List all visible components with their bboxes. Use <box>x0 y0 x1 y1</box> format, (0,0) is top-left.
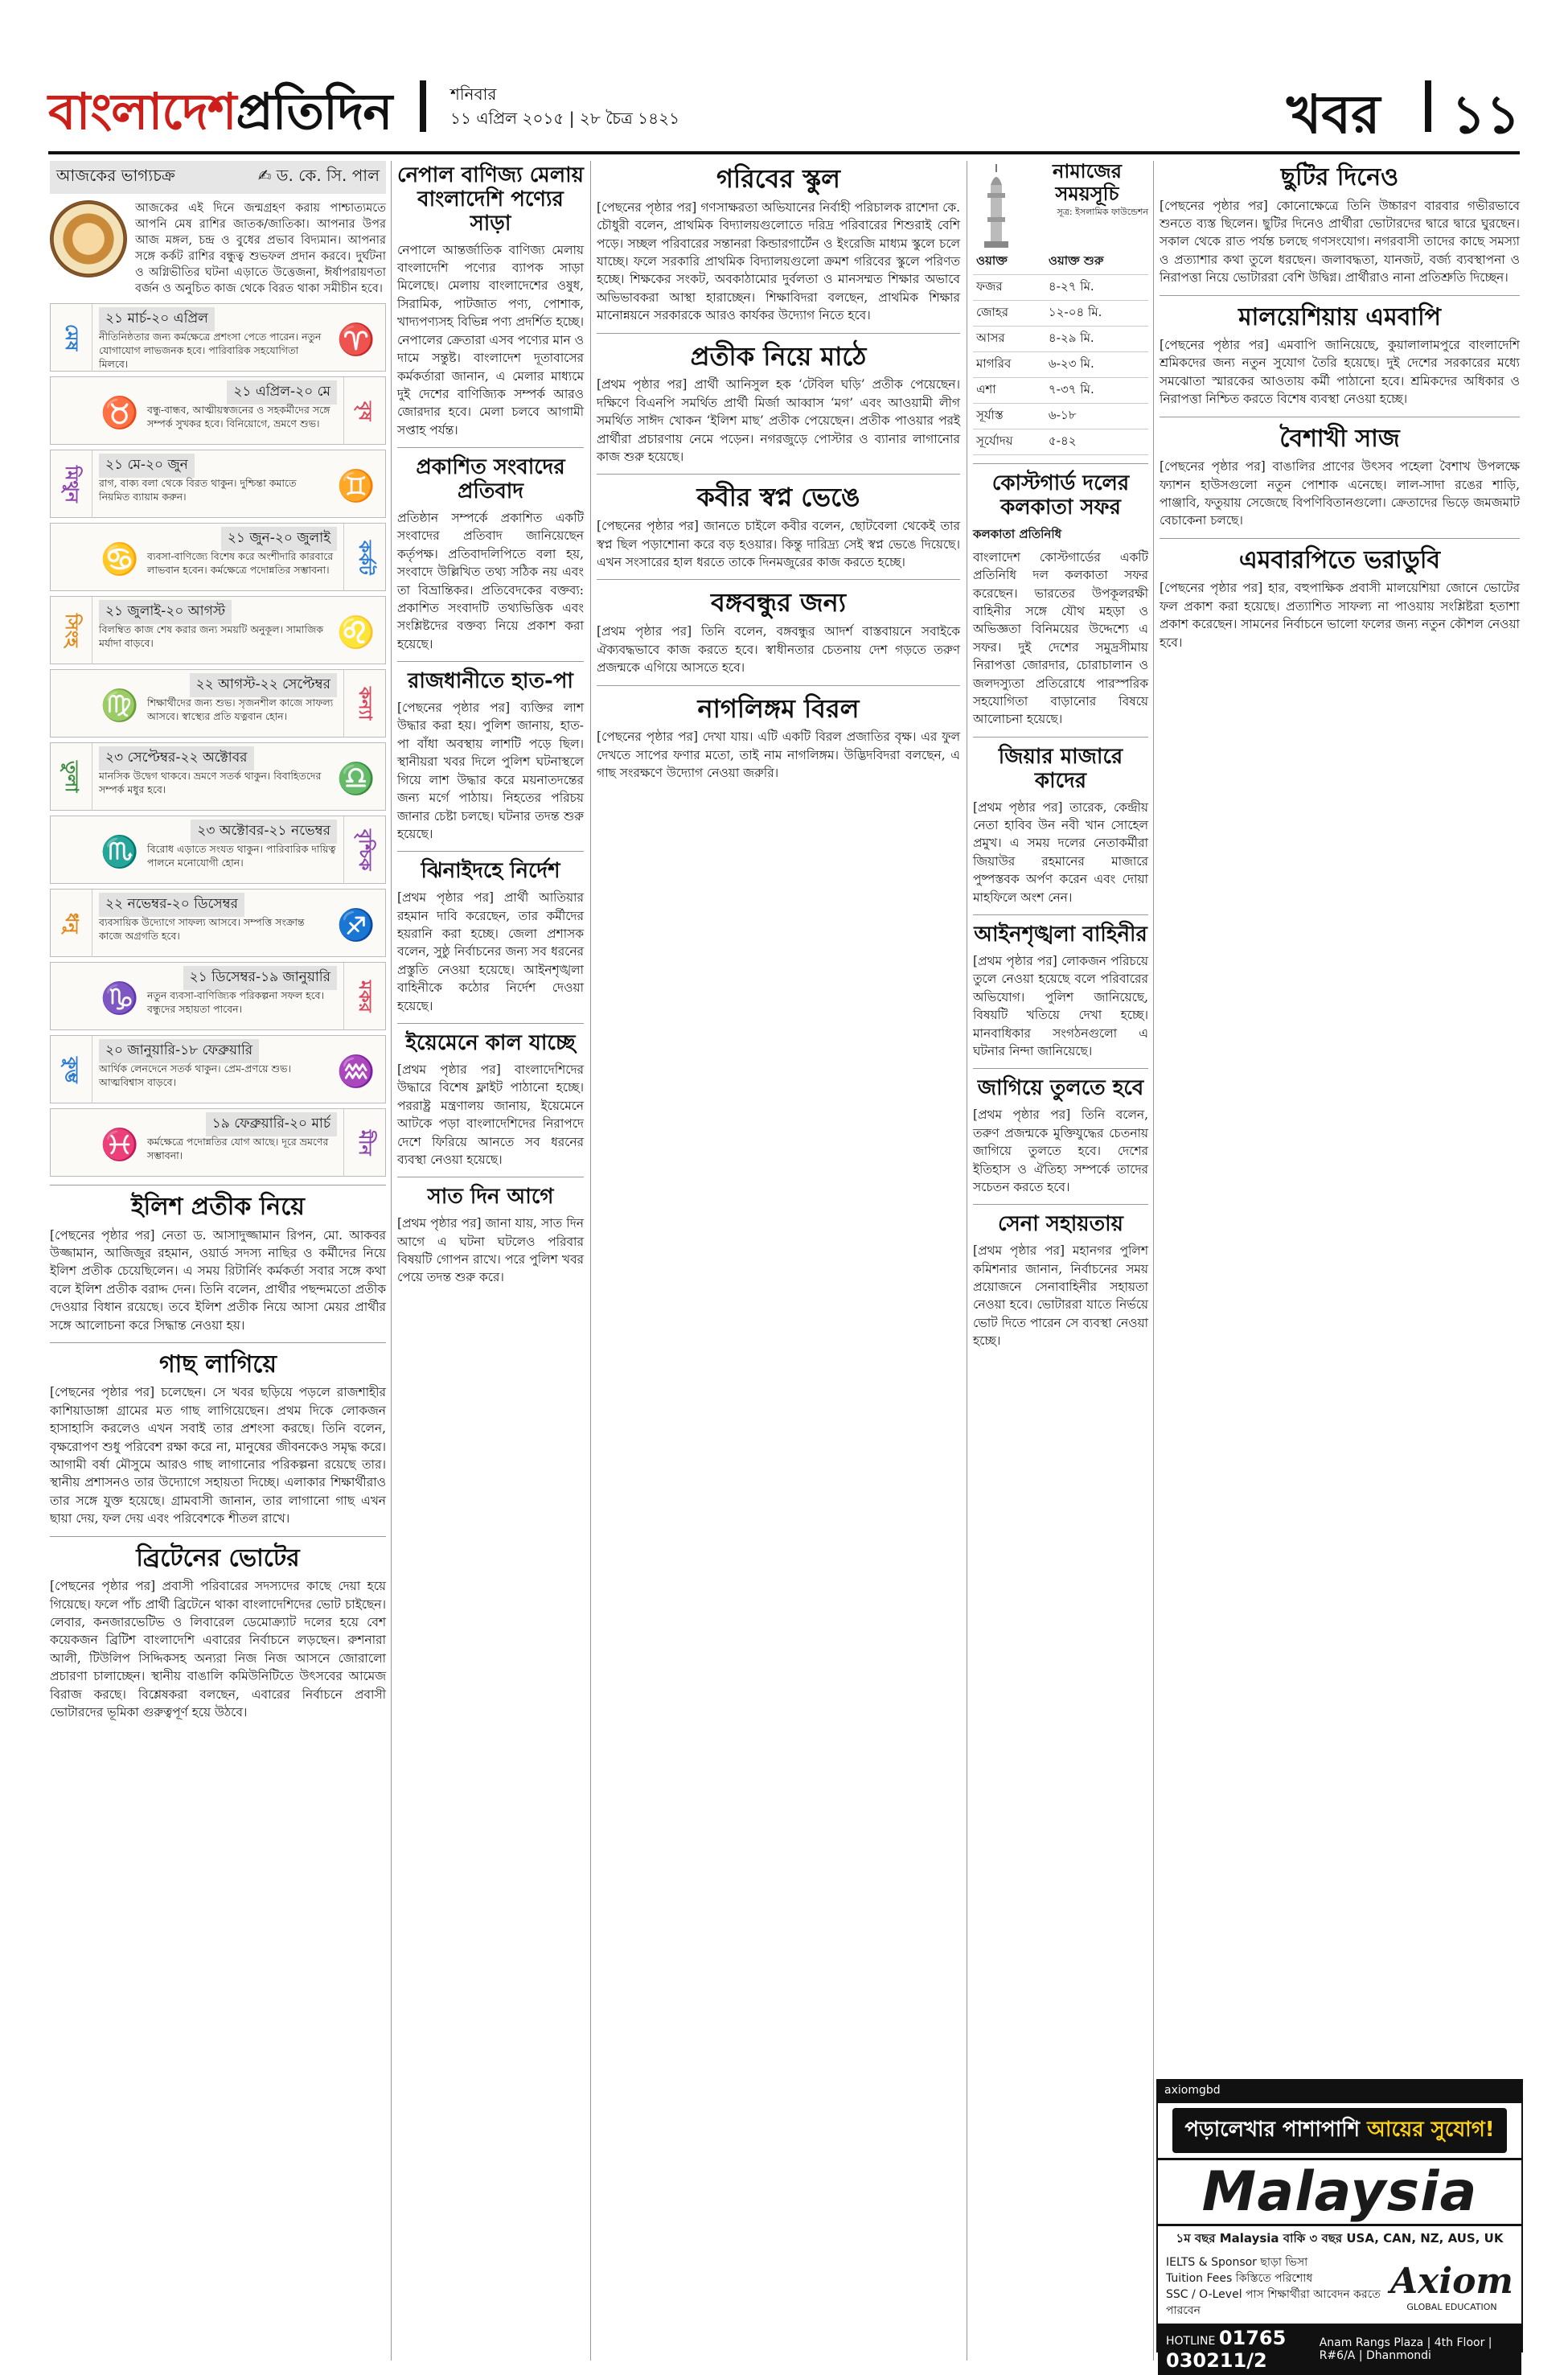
horoscope-intro <box>50 200 386 297</box>
ad-feature: SSC / O-Level পাস শিক্ষার্থীরা আবেদন করতে পারবেন <box>1166 2288 1381 2317</box>
article-body: [পেছনের পৃষ্ঠার পর] হার, বহুপাক্ষিক প্রবাসী মালয়েশিয়া জোনে ভোটের ফল প্রকাশ করা হয়েছে। প্রত্যাশিত সাফল্য না পাওয়ায় সংশ্লিষ্টরা হতাশা প্রকাশ করেছেন। সামনের নির্বাচনে ভালো ফলের জন্য নতুন কৌশল নেওয়া হবে। <box>1160 581 1520 650</box>
zodiac-forecast: ব্যবসায়িক উদ্যোগে সাফল্য আসবে। সম্পত্তি সংক্রান্ত কাজে অগ্রগতি হবে। <box>99 916 305 942</box>
zodiac-forecast: বিলম্বিত কাজ শেষ করার জন্য সময়টি অনুকূল। সামাজিক মর্যাদা বাড়বে। <box>99 623 324 649</box>
zodiac-forecast: মানসিক উদ্বেগ থাকবে। ভ্রমণে সতর্ক থাকুন। বিবাহিতদের সম্পর্ক মধুর হবে। <box>99 770 322 795</box>
masthead <box>48 74 1520 154</box>
column-separator <box>391 161 392 2361</box>
article-body: প্রতিষ্ঠান সম্পর্কে প্রকাশিত একটি সংবাদের প্রতিবাদ জানিয়েছেন কর্তৃপক্ষ। প্রতিবাদলিপিতে বলা হয়, সংবাদে উল্লিখিত তথ্য সঠিক নয় এবং তা বিভ্রান্তিকর। প্রতিবেদকের বক্তব্য: প্রকাশিত সংবাদটি তথ্যভিত্তিক এবং সংশ্লিষ্টদের বক্তব্য নিয়ে প্রকাশ করা হয়েছে। <box>397 510 584 651</box>
zodiac-symbol-icon: ♈ <box>337 321 376 357</box>
prayer-name: মাগরিব <box>973 352 1045 378</box>
section-title: খবর <box>1287 84 1381 146</box>
zodiac-sign-box <box>50 1035 386 1103</box>
malaysia-study-ad[interactable] <box>1156 2079 1523 2372</box>
article-headline: কোস্টগার্ড দলের কলকাতা সফর <box>991 471 1130 520</box>
zodiac-forecast: ব্যবসা-বাণিজ্যে বিশেষ করে অংশীদারি কারবারে লাভবান হবেন। কর্মক্ষেত্রে পদোন্নতির সম্ভাবনা। <box>147 550 334 576</box>
news-article <box>1160 295 1520 409</box>
zodiac-sign-name: কর্কট <box>343 524 385 591</box>
zodiac-date-range: ২৩ সেপ্টেম্বর-২২ অক্টোবর <box>99 746 254 770</box>
divider <box>597 579 960 580</box>
zodiac-symbol-icon: ♌ <box>337 614 376 650</box>
news-article <box>397 1023 584 1169</box>
column-2-stories <box>397 164 584 1287</box>
horoscope-header <box>50 161 386 194</box>
zodiac-symbol-icon: ♓ <box>101 1126 139 1162</box>
ad-feature: Tuition Fees কিস্তিতে পরিশোধ <box>1166 2272 1313 2285</box>
zodiac-sign-box <box>50 816 386 884</box>
prayer-time: ৪-২৭ মি. <box>1045 275 1148 301</box>
zodiac-symbol-icon: ♒ <box>337 1053 376 1089</box>
news-article <box>50 1342 386 1528</box>
prayer-name: সূর্যোদয় <box>973 429 1045 455</box>
article-headline: বৈশাখী সাজ <box>1279 424 1400 453</box>
ad-country: Malaysia <box>1158 2158 1521 2226</box>
article-headline: গরিবের স্কুল <box>716 163 841 194</box>
zodiac-date-range: ১৯ ফেব্রুয়ারি-২০ মার্চ <box>206 1112 337 1136</box>
ad-feature: IELTS & Sponsor ছাড়া ভিসা <box>1166 2256 1308 2269</box>
prayer-source: সূত্র: ইসলামিক ফাউন্ডেশন <box>1057 207 1148 218</box>
prayer-name: জোহর <box>973 301 1045 327</box>
zodiac-date-range: ২১ এপ্রিল-২০ মে <box>227 380 337 405</box>
divider <box>973 1068 1148 1069</box>
article-body: [পেছনের পৃষ্ঠার পর] দেখা যায়। এটি একটি বিরল প্রজাতির বৃক্ষ। এর ফুল দেখতে সাপের ফণার মতো, তাই নাম নাগলিঙ্গম। উদ্ভিদবিদরা বলছেন, এ গাছ সংরক্ষণে উদ্যোগ নেওয়া জরুরি। <box>597 729 960 781</box>
news-article <box>973 472 1148 729</box>
article-headline: জাগিয়ে তুলতে হবে <box>977 1076 1144 1101</box>
news-article <box>597 333 960 466</box>
horoscope-author: ✍ ড. কে. সি. পাল <box>257 166 380 185</box>
news-article <box>397 447 584 653</box>
zodiac-date-range: ২১ জুলাই-২০ আগস্ট <box>99 600 232 624</box>
prayer-row <box>973 404 1148 429</box>
divider <box>397 851 584 852</box>
divider <box>397 447 584 448</box>
article-body: [পেছনের পৃষ্ঠার পর] জানতে চাইলে কবীর বলেন, ছোটবেলা থেকেই তার স্বপ্ন ছিল পড়াশোনা করে বড় হওয়ার। কিন্তু দারিদ্র্য সেই স্বপ্ন ভেঙে দিয়েছে। এখন সংসারের হাল ধরতে তাকে দিনমজুরের কাজ করতে হচ্ছে। <box>597 519 960 570</box>
article-headline: ব্রিটেনের ভোটের <box>136 1543 300 1572</box>
news-article <box>973 1204 1148 1350</box>
divider <box>397 1023 584 1024</box>
zodiac-sign-name: সিংহ <box>51 597 92 664</box>
column-5 <box>1160 161 1520 2071</box>
article-headline: নেপাল বাণিজ্য মেলায় বাংলাদেশি পণ্যের সাড়া <box>397 163 584 236</box>
newspaper-logo <box>48 74 392 157</box>
article-body: [প্রথম পৃষ্ঠার পর] লোকজন পরিচয়ে তুলে নেওয়া হয়েছে বলে পরিবারের অভিযোগ। পুলিশ জানিয়েছে, বিষয়টি খতিয়ে দেখা হচ্ছে। মানবাধিকার সংগঠনগুলো এ ঘটনার নিন্দা জানিয়েছে। <box>973 953 1148 1058</box>
zodiac-symbol-icon: ♑ <box>101 980 139 1016</box>
article-headline: ছুটির দিনেও <box>1280 163 1399 191</box>
ad-facebook-tag: axiomgbd <box>1158 2081 1521 2103</box>
zodiac-date-range: ২১ জুন-২০ জুলাই <box>221 527 337 551</box>
zodiac-forecast: নীতিনিষ্ঠতার জন্য কর্মক্ষেত্রে প্রশংসা পেতে পারেন। নতুন যোগাযোগ লাভজনক হবে। পারিবারিক সহযোগিতা মিলবে। <box>99 331 322 370</box>
zodiac-sign-box <box>50 889 386 957</box>
zodiac-sign-name: মিথুন <box>51 450 92 518</box>
ad-headline: পড়ালেখার পাশাপাশি আয়ের সুযোগ! <box>1172 2108 1507 2153</box>
zodiac-forecast: রাগ, বাক্য বলা থেকে বিরত থাকুন। দুশ্চিন্তা কমাতে নিয়মিত ব্যায়াম করুন। <box>99 477 297 503</box>
news-article <box>50 1194 386 1334</box>
zodiac-forecast: আর্থিক লেনদেনে সতর্ক থাকুন। প্রেম-প্রণয়ে শুভ। আত্মবিশ্বাস বাড়বে। <box>99 1062 291 1088</box>
prayer-name: সূর্যাস্ত <box>973 404 1045 429</box>
prayer-header-row: ওয়াক্ত ওয়াক্ত শুরু <box>973 249 1148 275</box>
prayer-row <box>973 378 1148 404</box>
article-headline: কবীর স্বপ্ন ভেঙে <box>696 482 860 513</box>
dateline <box>450 82 679 130</box>
zodiac-wheel-icon <box>50 200 127 277</box>
logo-black: প্রতিদিন <box>236 82 392 141</box>
news-article <box>397 1177 584 1287</box>
prayer-name: আসর <box>973 327 1045 352</box>
column-separator <box>590 161 591 2361</box>
news-article <box>1160 538 1520 651</box>
zodiac-date-range: ২৩ অক্টোবর-২১ নভেম্বর <box>191 820 337 844</box>
zodiac-sign-name: বৃষ <box>343 377 385 445</box>
article-headline: নাগলিঙ্গম বিরল <box>697 692 860 724</box>
prayer-title: নামাজের সময়সূচি <box>1053 160 1122 205</box>
zodiac-date-range: ২১ ডিসেম্বর-১৯ জানুয়ারি <box>183 966 337 990</box>
divider <box>50 1342 386 1343</box>
zodiac-sign-name: কন্যা <box>343 670 385 738</box>
column-1-stories <box>50 1194 386 1721</box>
zodiac-forecast: শিক্ষার্থীদের জন্য শুভ। সৃজনশীল কাজে সাফল্য আসবে। স্বাস্থ্যের প্রতি যত্নবান হোন। <box>147 696 334 722</box>
column-1 <box>50 161 386 2361</box>
article-headline: প্রকাশিত সংবাদের প্রতিবাদ <box>416 455 565 504</box>
article-headline: সেনা সহায়তায় <box>998 1212 1123 1237</box>
prayer-row <box>973 352 1148 378</box>
zodiac-sign-list <box>50 303 386 1177</box>
prayer-time-table <box>973 249 1148 455</box>
news-article <box>597 164 960 325</box>
news-article <box>1160 164 1520 287</box>
logo-red: বাংলাদেশ <box>48 82 236 141</box>
article-headline: বঙ্গবন্ধুর জন্য <box>711 587 846 618</box>
zodiac-symbol-icon: ♊ <box>337 467 376 503</box>
axiom-logo: Axiom GLOBAL EDUCATION <box>1390 2261 1513 2312</box>
column-3 <box>597 161 960 2361</box>
article-body: [পেছনের পৃষ্ঠার পর] প্রবাসী পরিবারের সদস্যদের কাছে দেয়া হয়ে গিয়েছে। ফলে পাঁচ প্রার্থী ব্রিটেনে থাকা বাংলাদেশিদের ভোট চাইছেন। লেবার, কনজারভেটিভ ও লিবারেল ডেমোক্র্যাট দলের হয়ে বেশ কয়েকজন ব্রিটিশ বাংলাদেশি এবারের নির্বাচনে লড়ছেন। রুশনারা আলী, টিউলিপ সিদ্দিকসহ অন্যরা নিজ নিজ আসনে জোরালো প্রচারণা চালাচ্ছেন। স্থানীয় বাঙালি কমিউনিটিতে উৎসবের আমেজ বিরাজ করছে। বিশ্লেষকরা বলছেন, এবারের নির্বাচনে প্রবাসী ভোটারদের ভূমিকা গুরুত্বপূর্ণ হয়ে উঠবে। <box>50 1579 386 1720</box>
zodiac-forecast: নতুন ব্যবসা-বাণিজ্যিক পরিকল্পনা সফল হবে। বন্ধুদের সহায়তা পাবেন। <box>147 989 325 1015</box>
news-article <box>973 737 1148 906</box>
divider-bar <box>1425 80 1431 132</box>
zodiac-sign-box <box>50 1108 386 1177</box>
article-headline: রাজধানীতে হাত-পা <box>408 669 573 694</box>
zodiac-date-range: ২১ মার্চ-২০ এপ্রিল <box>99 307 215 331</box>
divider <box>973 914 1148 915</box>
zodiac-sign-box <box>50 669 386 738</box>
article-body: [পেছনের পৃষ্ঠার পর] নেতা ড. আসাদুজ্জামান রিপন, মো. আকবর উজ্জামান, আজিজুর রহমান, ওয়ার্ড সদস্য নাছির ও কর্মীদের নিয়ে ইলিশ প্রতীক চেয়েছিলেন। এ সময় রিটার্নিং কর্মকর্তা সবার সঙ্গে কথা বলে ইলিশ প্রতীক বরাদ্দ দেন। তিনি বলেন, প্রার্থীর পছন্দমতো প্রতীক দেওয়ার বিধান রয়েছে। তবে ইলিশ প্রতীক নিয়ে আসা মেয়র প্রার্থীর সঙ্গে আলোচনা করে সিদ্ধান্ত নেওয়া হয়। <box>50 1227 386 1333</box>
day: শনিবার <box>450 84 497 104</box>
article-body: [প্রথম পৃষ্ঠার পর] প্রার্থী আনিসুল হক ‘টেবিল ঘড়ি’ প্রতীক পেয়েছেন। দক্ষিণে বিএনপি সমর্থিত প্রার্থী মির্জা আব্বাস ‘মগ’ এবং আওয়ামী লীগ সমর্থিত সাঈদ খোকন ‘ইলিশ মাছ’ প্রতীক পেয়েছেন। প্রতীক পাওয়ার পরই প্রার্থীরা প্রচারণায় নেমে পড়েন। নগরজুড়ে পোস্টার ও ব্যানার লাগানোর কাজ শুরু হয়েছে। <box>597 377 960 465</box>
divider <box>973 737 1148 738</box>
prayer-time: ৪-২৯ মি. <box>1045 327 1148 352</box>
news-article <box>973 914 1148 1060</box>
article-headline: ঝিনাইদহে নির্দেশ <box>421 859 560 884</box>
prayer-box <box>973 161 1148 249</box>
zodiac-symbol-icon: ♏ <box>101 833 139 869</box>
divider <box>597 685 960 686</box>
article-body: [পেছনের পৃষ্ঠার পর] কোনোক্ষেত্রে তিনি উচ্চারণ বারবার গভীরভাবে শুনতে ব্যস্ত ছিলেন। ছুটির দিনেও প্রার্থীরা ভোটারদের দ্বারে দ্বারে ঘুরছেন। সকাল থেকে রাত পর্যন্ত চলছে গণসংযোগ। নগরবাসী তাদের কাছে সমস্যা ও প্রত্যাশার কথা তুলে ধরছেন। জলাবদ্ধতা, যানজট, বর্জ্য ব্যবস্থাপনা ও নিরাপত্তা নিয়ে ভোটাররা বেশি উদ্বিগ্ন। প্রার্থীরাও নানা প্রতিশ্রুতি দিচ্ছেন। <box>1160 198 1520 286</box>
zodiac-symbol-icon: ♉ <box>101 394 139 430</box>
prayer-time: ৬-১৮ <box>1045 404 1148 429</box>
column-4-stories <box>973 472 1148 1350</box>
prayer-name: এশা <box>973 378 1045 404</box>
article-body: [পেছনের পৃষ্ঠার পর] এমবাপি জানিয়েছে, কুয়ালালামপুরে বাংলাদেশি শ্রমিকদের জন্য নতুন সুযোগ তৈরি হয়েছে। দুই দেশের সরকারের মধ্যে সমঝোতা স্মারকের আওতায় কর্মী পাঠানো হবে। শ্রমিকদের অধিকার ও নিরাপত্তা নিশ্চিত করতে বিশেষ ব্যবস্থা নেওয়া হচ্ছে। <box>1160 338 1520 407</box>
divider <box>397 661 584 662</box>
zodiac-sign-name: মেষ <box>51 304 92 372</box>
prayer-name: ফজর <box>973 275 1045 301</box>
article-body: [প্রথম পৃষ্ঠার পর] তিনি বলেন, বঙ্গবন্ধুর আদর্শ বাস্তবায়নে সবাইকে ঐক্যবদ্ধভাবে কাজ করতে হবে। স্বাধীনতার চেতনায় দেশ গড়তে তরুণ প্রজন্মকে এগিয়ে আসতে হবে। <box>597 624 960 676</box>
article-headline: এমবারপিতে ভরাডুবি <box>1238 545 1441 574</box>
column-2 <box>397 161 584 2361</box>
divider <box>597 333 960 334</box>
article-headline: জিয়ার মাজারে কাদের <box>998 744 1123 793</box>
prayer-time: ১২-০৪ মি. <box>1045 301 1148 327</box>
zodiac-sign-name: মকর <box>343 963 385 1030</box>
column-5-stories <box>1160 164 1520 651</box>
article-body: [প্রথম পৃষ্ঠার পর] প্রার্থী আতিয়ার রহমান দাবি করেছেন, তার কর্মীদের হয়রানি করা হচ্ছে। জেলা প্রশাসক বলেন, সুষ্ঠু নির্বাচনের জন্য সব ধরনের প্রস্তুতি নেওয়া হয়েছে। আইনশৃঙ্খলা বাহিনীকে কঠোর নির্দেশ দেওয়া হয়েছে। <box>397 890 584 1013</box>
ad-details <box>1158 2250 1521 2324</box>
divider <box>597 474 960 475</box>
column-3-stories <box>597 164 960 783</box>
zodiac-sign-name: বৃশ্চিক <box>343 816 385 884</box>
zodiac-forecast: কর্মক্ষেত্রে পদোন্নতির যোগ আছে। দূরে ভ্রমণের সম্ভাবনা। <box>147 1136 329 1161</box>
zodiac-sign-box <box>50 523 386 591</box>
ad-description: ১ম বছর Malaysia বাকি ৩ বছর USA, CAN, NZ, AUS, UK <box>1176 2231 1504 2246</box>
article-body: [প্রথম পৃষ্ঠার পর] তিনি বলেন, তরুণ প্রজন্মকে মুক্তিযুদ্ধের চেতনায় জাগিয়ে তুলতে হবে। দেশের ইতিহাস ও ঐতিহ্য সম্পর্কে তাদের সচেতন করতে হবে। <box>973 1107 1148 1194</box>
zodiac-sign-box <box>50 450 386 518</box>
article-body: [পেছনের পৃষ্ঠার পর] চলেছেন। সে খবর ছড়িয়ে পড়লে রাজশাহীর কাশিয়াডাঙ্গা গ্রামের মত গাছ লাগিয়েছেন। প্রথম দিকে লোকজন হাসাহাসি করলেও এখন সবাই তার প্রশংসা করছে। তিনি বলেন, বৃক্ষরোপণ শুধু পরিবেশ রক্ষা করে না, মানুষের জীবনকেও সমৃদ্ধ করে। আগামী বর্ষা মৌসুমে আরও গাছ লাগানোর পরিকল্পনা রয়েছে তার। স্থানীয় প্রশাসনও তার উদ্যোগে সহায়তা দিচ্ছে। এলাকার শিক্ষার্থীরাও তার সঙ্গে যুক্ত হয়েছে। গ্রামবাসী জানান, তার লাগানো গাছ এখন ছায়া দেয়, ফল দেয় এবং পরিবেশকে শীতল রাখে। <box>50 1385 386 1526</box>
zodiac-sign-box <box>50 376 386 445</box>
news-article <box>397 164 584 439</box>
divider <box>973 1204 1148 1205</box>
article-body: বাংলাদেশ কোস্টগার্ডের একটি প্রতিনিধি দল কলকাতা সফর করেছেন। ভারতের উপকূলরক্ষী বাহিনীর সঙ্গে যৌথ মহড়া ও অভিজ্ঞতা বিনিময়ের উদ্দেশ্যে এ সফর। দুই দেশের সমুদ্রসীমায় নিরাপত্তা জোরদার, চোরাচালান ও জলদস্যুতা প্রতিরোধে পারস্পরিক সহযোগিতা বাড়ানোর বিষয়ে আলোচনা হয়েছে। <box>973 549 1148 727</box>
masthead-rule <box>48 151 1520 154</box>
article-body: নেপালে আন্তর্জাতিক বাণিজ্য মেলায় বাংলাদেশি পণ্যের ব্যাপক সাড়া মিলেছে। মেলায় বাংলাদেশের ওষুধ, সিরামিক, পাটজাত পণ্য, পোশাক, খাদ্যপণ্যসহ বিভিন্ন পণ্য প্রদর্শিত হচ্ছে। নেপালের ক্রেতারা এসব পণ্যের মান ও দামে সন্তুষ্ট। বাংলাদেশ দূতাবাসের কর্মকর্তারা জানান, এ মেলার মাধ্যমে দুই দেশের বাণিজ্যিক সম্পর্ক আরও জোরদার হবে। মেলা চলবে আগামী সপ্তাহ পর্যন্ত। <box>397 242 584 438</box>
article-body: [প্রথম পৃষ্ঠার পর] জানা যায়, সাত দিন আগে এ ঘটনা ঘটলেও পরিবার বিষয়টি গোপন রাখে। পরে পুলিশ খবর পেয়ে তদন্ত শুরু করে। <box>397 1216 584 1285</box>
prayer-row <box>973 327 1148 352</box>
zodiac-forecast: বিরোধ এড়াতে সংযত থাকুন। পারিবারিক দায়িত্ব পালনে মনোযোগী হোন। <box>147 843 336 869</box>
article-body: [পেছনের পৃষ্ঠার পর] বাঙালির প্রাণের উৎসব পহেলা বৈশাখ উপলক্ষে ফ্যাশন হাউসগুলো নতুন পোশাক এনেছে। লাল-সাদা রঙের শাড়ি, পাঞ্জাবি, ফতুয়ায় সেজেছে বিপণিবিতানগুলো। ক্রেতাদের ভিড়ে জমজমাট বেচাকেনা চলছে। <box>1160 459 1520 528</box>
article-body: [পেছনের পৃষ্ঠার পর] ব্যক্তির লাশ উদ্ধার করা হয়। পুলিশ জানায়, হাত-পা বাঁধা অবস্থায় লাশটি পড়ে ছিল। স্থানীয়রা খবর দিলে পুলিশ ঘটনাস্থলে গিয়ে লাশ উদ্ধার করে ময়নাতদন্তের জন্য মর্গে পাঠায়। নিহতের পরিচয় জানার চেষ্টা চলছে। ঘটনার তদন্ত শুরু হয়েছে। <box>397 701 584 841</box>
article-headline: ইলিশ প্রতীক নিয়ে <box>131 1193 305 1221</box>
divider <box>973 463 1148 464</box>
divider <box>1160 295 1520 296</box>
mosque-minaret-icon <box>973 161 1020 249</box>
article-headline: সাত দিন আগে <box>427 1185 554 1210</box>
page-number: ১১ <box>1451 84 1521 146</box>
zodiac-date-range: ২১ মে-২০ জুন <box>99 454 195 478</box>
prayer-row <box>973 429 1148 455</box>
zodiac-sign-name: তুলা <box>51 743 92 811</box>
zodiac-sign-box <box>50 303 386 372</box>
zodiac-sign-box <box>50 962 386 1030</box>
article-headline: গাছ লাগিয়ে <box>158 1350 277 1379</box>
news-article <box>597 474 960 571</box>
prayer-time: ৬-২৩ মি. <box>1045 352 1148 378</box>
news-article <box>397 661 584 843</box>
zodiac-date-range: ২২ নভেম্বর-২০ ডিসেম্বর <box>99 893 244 917</box>
article-headline: আইনশৃঙ্খলা বাহিনীর <box>974 922 1147 947</box>
zodiac-sign-box <box>50 742 386 811</box>
zodiac-forecast: বন্ধু-বান্ধব, আত্মীয়স্বজনের ও সহকর্মীদের সঙ্গে সম্পর্ক সুখকর হবে। বিনিয়োগে, ভ্রমণে শুভ। <box>147 404 330 429</box>
zodiac-symbol-icon: ♍ <box>101 687 139 723</box>
divider <box>50 1536 386 1537</box>
news-article <box>50 1536 386 1722</box>
zodiac-sign-name: ধনু <box>51 890 92 957</box>
article-headline: মালয়েশিয়ায় এমবাপি <box>1238 302 1442 331</box>
article-headline: ইয়েমেনে কাল যাচ্ছে <box>405 1031 576 1056</box>
zodiac-date-range: ২২ আগস্ট-২২ সেপ্টেম্বর <box>190 673 337 697</box>
zodiac-sign-box <box>50 596 386 664</box>
divider-bar <box>420 80 426 132</box>
horoscope-title: আজকের ভাগ্যচক্র <box>56 166 175 185</box>
prayer-row <box>973 275 1148 301</box>
ad-hotline[interactable]: HOTLINE 01765 030211/2 Anam Rangs Plaza | 4th Floor | R#6/A | Dhanmondi <box>1158 2324 1521 2375</box>
news-article <box>973 1068 1148 1196</box>
article-body: [পেছনের পৃষ্ঠার পর] গণসাক্ষরতা অভিযানের নির্বাহী পরিচালক রাশেদা কে. চৌধুরী বলেন, প্রাথমিক বিদ্যালয়গুলোতে দরিদ্র পরিবারের শিশুরাই বেশি পড়ে। সচ্ছল পরিবারের সন্তানরা কিন্ডারগার্টেন ও ইংরেজি মাধ্যম স্কুলে চলে যাচ্ছে। ফলে সরকারি প্রাথমিক বিদ্যালয়গুলো ক্রমশ গরিবের স্কুলে পরিণত হচ্ছে। শিক্ষকের সংকট, অবকাঠামোর দুর্বলতা ও মানসম্মত শিক্ষার অভাবে অভিভাবকরা আস্থা হারাচ্ছেন। শিক্ষাবিদরা বলছেন, প্রাথমিক শিক্ষার মানোন্নয়নে সরকারকে আরও কার্যকর উদ্যোগ নিতে হবে। <box>597 199 960 323</box>
zodiac-symbol-icon: ♋ <box>101 540 139 577</box>
article-body: [প্রথম পৃষ্ঠার পর] মহানগর পুলিশ কমিশনার জানান, নির্বাচনের সময় প্রয়োজনে সেনাবাহিনীর সহায়তা নেওয়া হবে। ভোটাররা যাতে নির্ভয়ে ভোট দিতে পারেন সে ব্যবস্থা নেওয়া হচ্ছে। <box>973 1243 1148 1349</box>
date: ১১ এপ্রিল ২০১৫ | ২৮ চৈত্র ১৪২১ <box>450 109 680 128</box>
zodiac-symbol-icon: ♐ <box>337 906 376 943</box>
horoscope-intro-text: আজকের এই দিনে জন্মগ্রহণ করায় পাশ্চাত্যমতে আপনি মেষ রাশির জাতক/জাতিকা। আপনার উপর আজ মঙ্গল, চন্দ্র ও বুধের প্রভাব বিদ্যমান। আপনার সঙ্গে কর্কট রাশির বন্ধুত্ব শুভফল প্রদান করবে। দুর্ঘটনা ও অগ্নিভীতির ঘটনা এড়াতে উত্তেজনা, ঈর্ষাপরায়ণতা বর্জন ও অনুচিত কাজ থেকে বিরত থাকা সমীচীন হবে। <box>135 202 386 295</box>
zodiac-symbol-icon: ♎ <box>337 760 376 796</box>
prayer-time: ৭-৩৭ মি. <box>1045 378 1148 404</box>
divider <box>1160 538 1520 539</box>
zodiac-sign-name: কুম্ভ <box>51 1036 92 1103</box>
ad-feature-list <box>1166 2254 1382 2319</box>
column-4 <box>973 161 1148 2361</box>
prayer-time: ৫-৪২ <box>1045 429 1148 455</box>
prayer-row <box>973 301 1148 327</box>
article-headline: প্রতীক নিয়ে মাঠে <box>690 340 867 372</box>
zodiac-sign-name: মীন <box>343 1109 385 1177</box>
news-article <box>1160 417 1520 530</box>
news-article <box>597 579 960 676</box>
zodiac-date-range: ২০ জানুয়ারি-১৮ ফেব্রুয়ারি <box>99 1039 259 1063</box>
news-article <box>597 685 960 783</box>
news-article <box>397 851 584 1015</box>
article-byline: কলকাতা প্রতিনিধি <box>973 526 1062 541</box>
column-separator <box>1153 161 1154 2361</box>
article-body: [প্রথম পৃষ্ঠার পর] বাংলাদেশিদের উদ্ধারে বিশেষ ফ্লাইট পাঠানো হচ্ছে। পররাষ্ট্র মন্ত্রণালয় জানায়, ইয়েমেনে আটকে পড়া বাংলাদেশিদের নিরাপদে দেশে ফিরিয়ে আনতে সব ধরনের ব্যবস্থা নেওয়া হয়েছে। <box>397 1062 584 1167</box>
article-body: [প্রথম পৃষ্ঠার পর] তারেক, কেন্দ্রীয় নেতা হাবিব উন নবী খান সোহেল প্রমুখ। এ সময় দলের নেতাকর্মীরা জিয়াউর রহমানের মাজারে পুষ্পস্তবক অর্পণ করেন এবং দোয়া মাহফিলে অংশ নেন। <box>973 799 1148 905</box>
